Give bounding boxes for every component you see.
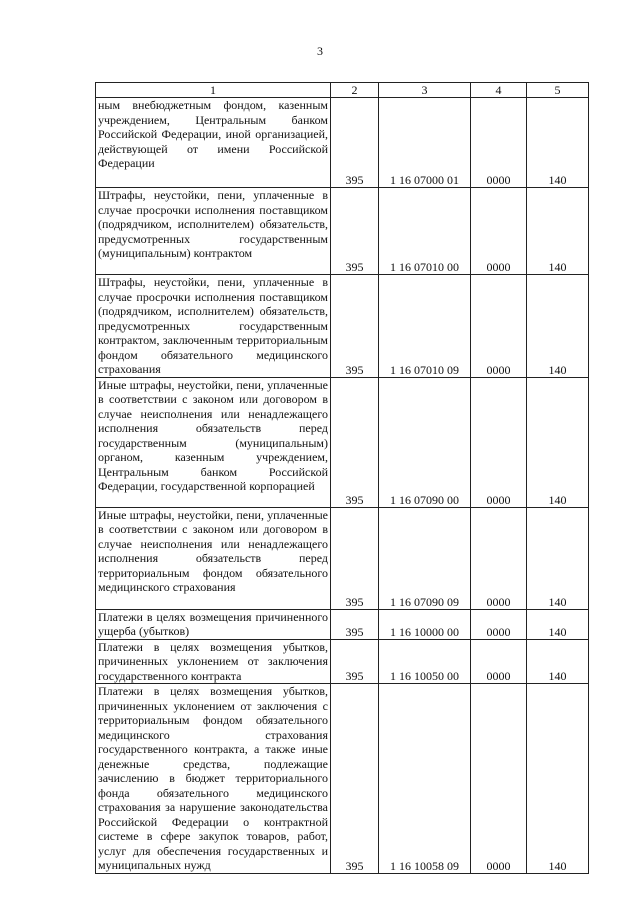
page-number: 3 — [317, 44, 323, 58]
subgroup-code-cell: 0000 — [471, 98, 527, 188]
table-header-row — [96, 83, 589, 98]
subgroup-code-cell: 0000 — [471, 609, 527, 639]
row-name-cell: Платежи в целях возмещения причиненного ущерба (убытков) — [96, 609, 331, 639]
subgroup-code-cell: 0000 — [471, 684, 527, 874]
table-row — [96, 609, 589, 639]
kosgu-code-cell: 140 — [527, 275, 589, 378]
table-row — [96, 377, 589, 507]
table-row — [96, 275, 589, 378]
admin-code-cell: 395 — [331, 684, 379, 874]
column-header-2: 2 — [331, 83, 379, 98]
admin-code-cell: 395 — [331, 377, 379, 507]
column-header-1: 1 — [96, 83, 331, 98]
row-name-cell: Платежи в целях возмещения убытков, причиненных уклонением от заключения государственного контракта — [96, 639, 331, 684]
revenue-code-cell: 1 16 07000 01 — [379, 98, 471, 188]
column-header-5: 5 — [527, 83, 589, 98]
subgroup-code-cell: 0000 — [471, 275, 527, 378]
row-name-cell: Иные штрафы, неустойки, пени, уплаченные в соответствии с законом или договором в случае неисполнения или ненадлежащего исполнения обязательств перед государственным (муниципальным) органом, казенным учреждением, Центральным банком Российской Федерации, государственной корпорацией — [96, 377, 331, 507]
admin-code-cell: 395 — [331, 507, 379, 609]
subgroup-code-cell: 0000 — [471, 377, 527, 507]
kosgu-code-cell: 140 — [527, 98, 589, 188]
column-header-4: 4 — [471, 83, 527, 98]
admin-code-cell: 395 — [331, 275, 379, 378]
kosgu-code-cell: 140 — [527, 684, 589, 874]
revenue-code-cell: 1 16 07090 00 — [379, 377, 471, 507]
kosgu-code-cell: 140 — [527, 639, 589, 684]
row-name-cell: Штрафы, неустойки, пени, уплаченные в случае просрочки исполнения поставщиком (подрядчиком, исполнителем) обязательств, предусмотренных государственным контрактом, заключенным территориальным фондом обязательного медицинского страхования — [96, 275, 331, 378]
table-row — [96, 98, 589, 188]
table-row — [96, 684, 589, 874]
subgroup-code-cell: 0000 — [471, 188, 527, 275]
row-name-cell: Иные штрафы, неустойки, пени, уплаченные в соответствии с законом или договором в случае неисполнения или ненадлежащего исполнения обязательств перед территориальным фондом обязательного медицинского страхования — [96, 507, 331, 609]
revenue-code-cell: 1 16 07010 00 — [379, 188, 471, 275]
admin-code-cell: 395 — [331, 639, 379, 684]
subgroup-code-cell: 0000 — [471, 507, 527, 609]
revenue-code-cell: 1 16 07010 09 — [379, 275, 471, 378]
table-row — [96, 639, 589, 684]
row-name-cell: Платежи в целях возмещения убытков, причиненных уклонением от заключения с территориальным фондом обязательного медицинского страхования государственного контракта, а также иные денежные средства, подлежащие зачислению в бюджет территориального фонда обязательного медицинского страхования за нарушение законодательства Российской Федерации о контрактной системе в сфере закупок товаров, работ, услуг для обеспечения государственных и муниципальных нужд — [96, 684, 331, 874]
subgroup-code-cell: 0000 — [471, 639, 527, 684]
revenue-code-cell: 1 16 07090 09 — [379, 507, 471, 609]
row-name-cell: Штрафы, неустойки, пени, уплаченные в случае просрочки исполнения поставщиком (подрядчиком, исполнителем) обязательств, предусмотренных государственным (муниципальным) контрактом — [96, 188, 331, 275]
admin-code-cell: 395 — [331, 188, 379, 275]
revenue-code-cell: 1 16 10050 00 — [379, 639, 471, 684]
row-name-cell: ным внебюджетным фондом, казенным учреждением, Центральным банком Российской Федерации, иной организацией, действующей от имени Российской Федерации — [96, 98, 331, 188]
revenue-code-cell: 1 16 10000 00 — [379, 609, 471, 639]
kosgu-code-cell: 140 — [527, 188, 589, 275]
revenue-code-cell: 1 16 10058 09 — [379, 684, 471, 874]
table-row — [96, 507, 589, 609]
kosgu-code-cell: 140 — [527, 609, 589, 639]
column-header-3: 3 — [379, 83, 471, 98]
table-row — [96, 188, 589, 275]
budget-classification-table — [95, 82, 589, 874]
admin-code-cell: 395 — [331, 609, 379, 639]
kosgu-code-cell: 140 — [527, 377, 589, 507]
admin-code-cell: 395 — [331, 98, 379, 188]
kosgu-code-cell: 140 — [527, 507, 589, 609]
